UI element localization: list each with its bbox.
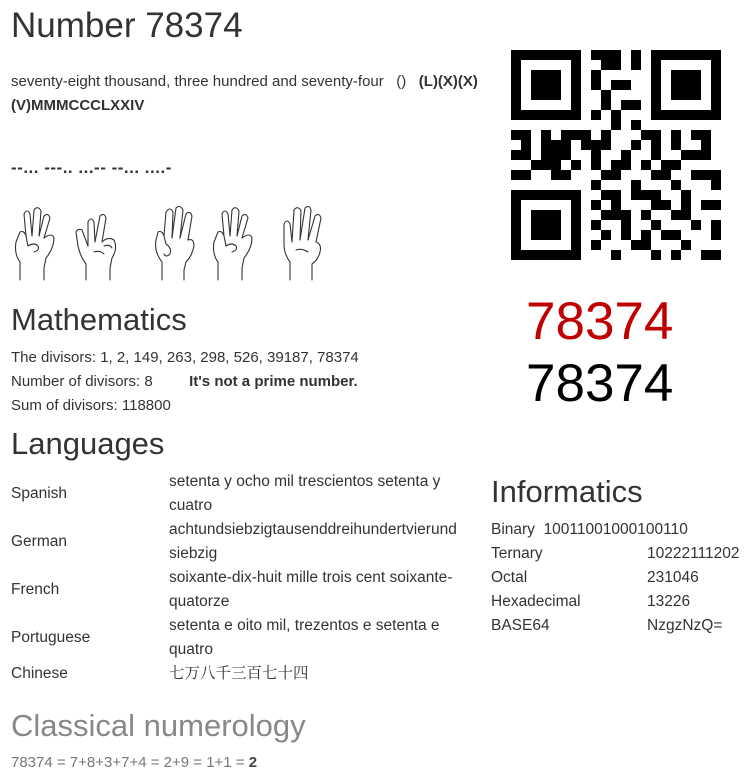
info-row-octal [491, 566, 740, 590]
info-value: 231046 [647, 569, 699, 586]
language-text: setenta y ocho mil trescientos setenta y cuatro [169, 473, 441, 514]
numerology-formula: 78374 = 7+8+3+7+4 = 2+9 = 1+1 = [11, 754, 245, 771]
divisors-label: The divisors: [11, 349, 97, 366]
language-name: French [11, 581, 60, 598]
language-text: setenta e oito mil, trezentos e setenta e quatro [169, 617, 440, 658]
language-name: German [11, 533, 67, 550]
language-row [11, 662, 481, 686]
language-text: 七万八千三百七十四 [169, 665, 309, 682]
divisor-sum-value: 118800 [121, 397, 171, 414]
numerology-result: 2 [248, 754, 258, 771]
info-label: BASE64 [491, 617, 550, 634]
language-row [11, 470, 481, 518]
info-label: Hexadecimal [491, 593, 581, 610]
language-text: achtundsiebzigtausenddreihundertvierund siebzig [169, 521, 457, 562]
info-value: 10222111202 [647, 545, 740, 562]
mathematics-section [11, 346, 359, 418]
numerology-formula-line [11, 754, 257, 771]
info-value: 10011001000100110 [543, 521, 688, 538]
info-row-ternary [491, 542, 740, 566]
qr-code-icon [511, 50, 721, 260]
divisors-line [11, 346, 359, 370]
language-text: soixante-dix-huit mille trois cent soixante-quatorze [169, 569, 453, 610]
number-in-words [11, 70, 481, 118]
hand-three-icon [150, 202, 204, 282]
divisor-count-line [11, 370, 359, 394]
page-title: Number 78374 [11, 6, 243, 45]
big-number-black: 78374 [526, 354, 674, 413]
language-name: Spanish [11, 485, 68, 502]
divisor-sum-label: Sum of divisors: [11, 397, 118, 414]
info-value: 13226 [647, 593, 691, 610]
mathematics-heading: Mathematics [11, 302, 187, 337]
divisor-sum-line [11, 394, 359, 418]
words-text: seventy-eight thousand, three hundred and seventy-four [11, 73, 384, 90]
divisor-count-value: 8 [144, 373, 153, 390]
words-parens: () [396, 73, 407, 90]
numerology-heading: Classical numerology [11, 708, 306, 743]
language-name: Chinese [11, 665, 68, 682]
language-row [11, 614, 481, 662]
info-label: Binary [491, 521, 535, 538]
info-label: Octal [491, 569, 528, 586]
language-row [11, 518, 481, 566]
roman-numeral: (L)(X)(X)(V)MMMCCCLXXIV [11, 73, 478, 114]
languages-table [11, 470, 481, 686]
info-row-hexadecimal [491, 590, 740, 614]
info-label: Ternary [491, 545, 543, 562]
divisor-count-label: Number of divisors: [11, 373, 141, 390]
info-row-binary [491, 518, 740, 542]
info-value: NzgzNzQ= [647, 617, 723, 634]
language-row [11, 566, 481, 614]
prime-status: It's not a prime number. [189, 373, 358, 390]
informatics-section [491, 518, 740, 638]
info-row-base64 [491, 614, 740, 638]
big-number-red: 78374 [526, 292, 674, 351]
divisors-value: 1, 2, 149, 263, 298, 526, 39187, 78374 [100, 349, 359, 366]
language-name: Portuguese [11, 629, 91, 646]
informatics-heading: Informatics [491, 474, 643, 509]
hand-four-icon [278, 202, 332, 282]
hand-seven-icon [208, 202, 262, 282]
hand-eight-icon [74, 202, 128, 282]
languages-heading: Languages [11, 426, 165, 461]
hand-signs [10, 202, 340, 282]
hand-seven-icon [10, 202, 64, 282]
morse-code: --... ---.. ...-- --... ....- [11, 158, 172, 177]
